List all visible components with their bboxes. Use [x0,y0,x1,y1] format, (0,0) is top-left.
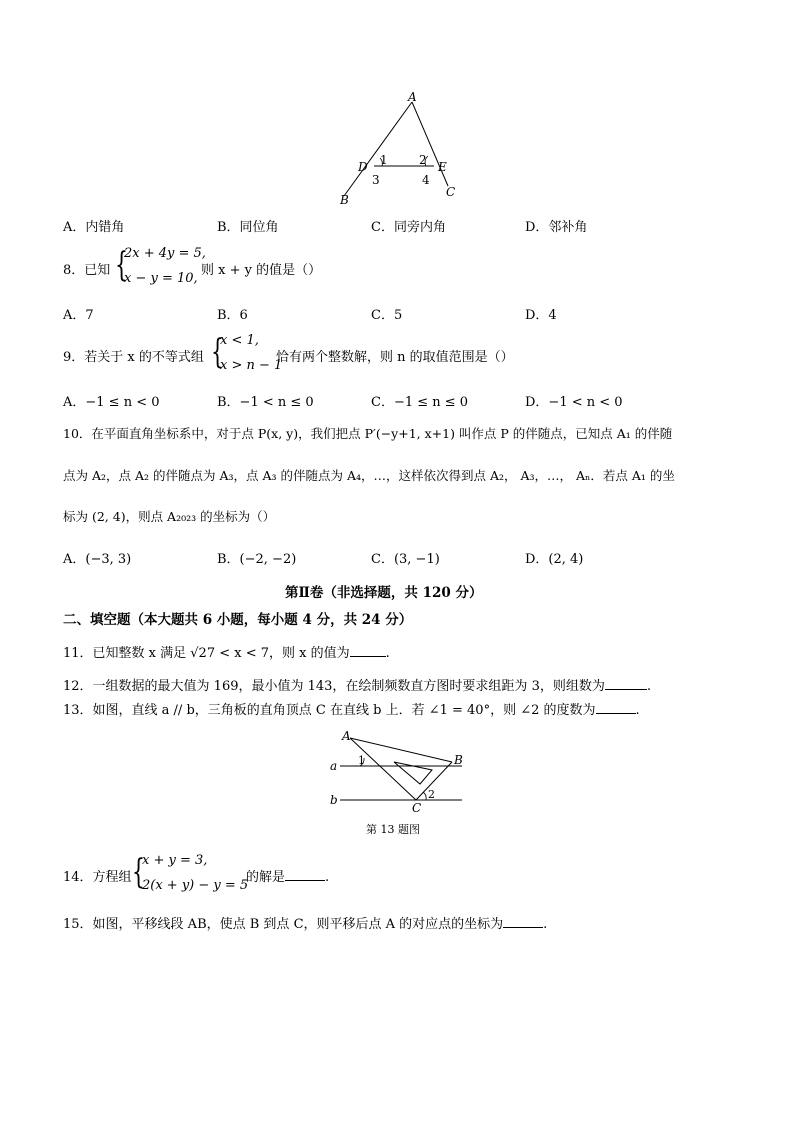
q11-text: 11．已知整数 x 满足 √27 < x < 7，则 x 的值为 [63,646,350,661]
q11-end: . [385,646,390,661]
q8-suffix: 则 x + y 的值是（） [201,263,322,278]
q8-eq2: x − y = 10, [124,271,198,286]
fig13-label-a: a [330,759,338,773]
fig13-label-1: 1 [358,754,365,767]
q7-option-a: A．内错角 [63,220,125,235]
q15-end: . [543,917,548,932]
q9-brace: { [211,332,224,372]
q9-ineq2: x > n − 1 [220,358,283,373]
q14-eq2: 2(x + y) − y = 5 [142,878,249,893]
q13-text: 13．如图，直线 a // b，三角板的直角顶点 C 在直线 b 上．若 ∠1 = 40°，则 ∠2 的度数为 [63,703,596,718]
q14-suffix: 的解是 [246,870,286,885]
q7-option-b: B．同位角 [217,220,279,235]
q15 [63,913,547,932]
fig7-label-1: 1 [380,153,388,167]
q14-prefix: 14．方程组 [63,870,132,885]
fig13-label-b: b [330,793,338,807]
fig7-label-4: 4 [422,173,430,187]
q8-prefix: 8．已知 [63,263,111,278]
q12-answer-blank[interactable] [605,677,647,690]
section2-heading: 二、填空题（本大题共 6 小题，每小题 4 分，共 24 分） [63,612,413,628]
q10-line1: 10．在平面直角坐标系中，对于点 P(x, y)，我们把点 P′(−y+1, x+1) 叫作点 P 的伴随点，已知点 A₁ 的伴随 [63,426,673,441]
q9-prefix: 9．若关于 x 的不等式组 [63,350,204,365]
q14-brace: { [132,852,145,892]
fig7-label-C: C [446,185,456,199]
fig13-caption: 第 13 题图 [366,823,420,836]
q10-option-a: A．(−3, 3) [63,552,132,567]
fig13-label-2: 2 [428,788,435,801]
q8-eq1: 2x + 4y = 5, [124,246,206,261]
q8-brace: { [115,245,128,285]
q13-answer-blank[interactable] [596,701,636,714]
q9-option-a: A．−1 ≤ n < 0 [63,395,160,410]
q8-option-d: D．4 [525,308,557,323]
q8-option-c: C．5 [371,308,403,323]
q12-text: 12．一组数据的最大值为 169，最小值为 143，在绘制频数直方图时要求组距为 3，则组数为 [63,679,605,694]
fig13-label-B: B [454,753,463,767]
q13-end: . [635,703,640,718]
q10-line3: 标为 (2, 4)，则点 A₂₀₂₃ 的坐标为（） [63,509,276,524]
q9-option-b: B．−1 < n ≤ 0 [217,395,314,410]
q13-figure [322,726,472,841]
fig7-label-3: 3 [372,173,380,187]
q11-answer-blank[interactable] [350,644,386,657]
q7-option-c: C．同旁内角 [371,220,446,235]
q14-eq1: x + y = 3, [142,853,208,868]
q13 [63,699,640,718]
q14-answer-blank[interactable] [285,868,325,881]
fig7-label-E: E [438,160,447,174]
q10-option-d: D．(2, 4) [525,552,584,567]
q9-option-d: D．−1 < n < 0 [525,395,623,410]
q7-option-d: D．邻补角 [525,220,588,235]
q8-option-a: A．7 [63,308,94,323]
fig7-label-2: 2 [419,153,427,167]
q8-option-b: B．6 [217,308,248,323]
fig13-label-C: C [412,801,422,815]
q7-figure [330,88,470,208]
q10-option-b: B．(−2, −2) [217,552,297,567]
q14-answer [246,866,329,885]
q10-line2: 点为 A₂，点 A₂ 的伴随点为 A₃，点 A₃ 的伴随点为 A₄，…，这样依次得到点 A₂， A₃，…， Aₙ．若点 A₁ 的坐 [63,468,675,483]
section2-title: 第Ⅱ卷（非选择题，共 120 分） [285,585,483,601]
q12 [63,675,651,694]
q9-ineq1: x < 1, [220,333,259,348]
q9-option-c: C．−1 ≤ n ≤ 0 [371,395,469,410]
q9-suffix: 恰有两个整数解，则 n 的取值范围是（） [276,350,514,365]
q15-answer-blank[interactable] [503,915,543,928]
q10-option-c: C．(3, −1) [371,552,440,567]
fig7-label-A: A [408,90,417,104]
q15-text: 15．如图，平移线段 AB，使点 B 到点 C，则平移后点 A 的对应点的坐标为 [63,917,504,932]
fig7-label-B: B [340,193,349,207]
fig13-label-A: A [342,729,351,743]
q12-end: . [646,679,651,694]
fig7-label-D: D [358,160,368,174]
q14-end: . [325,870,330,885]
q11 [63,642,390,661]
